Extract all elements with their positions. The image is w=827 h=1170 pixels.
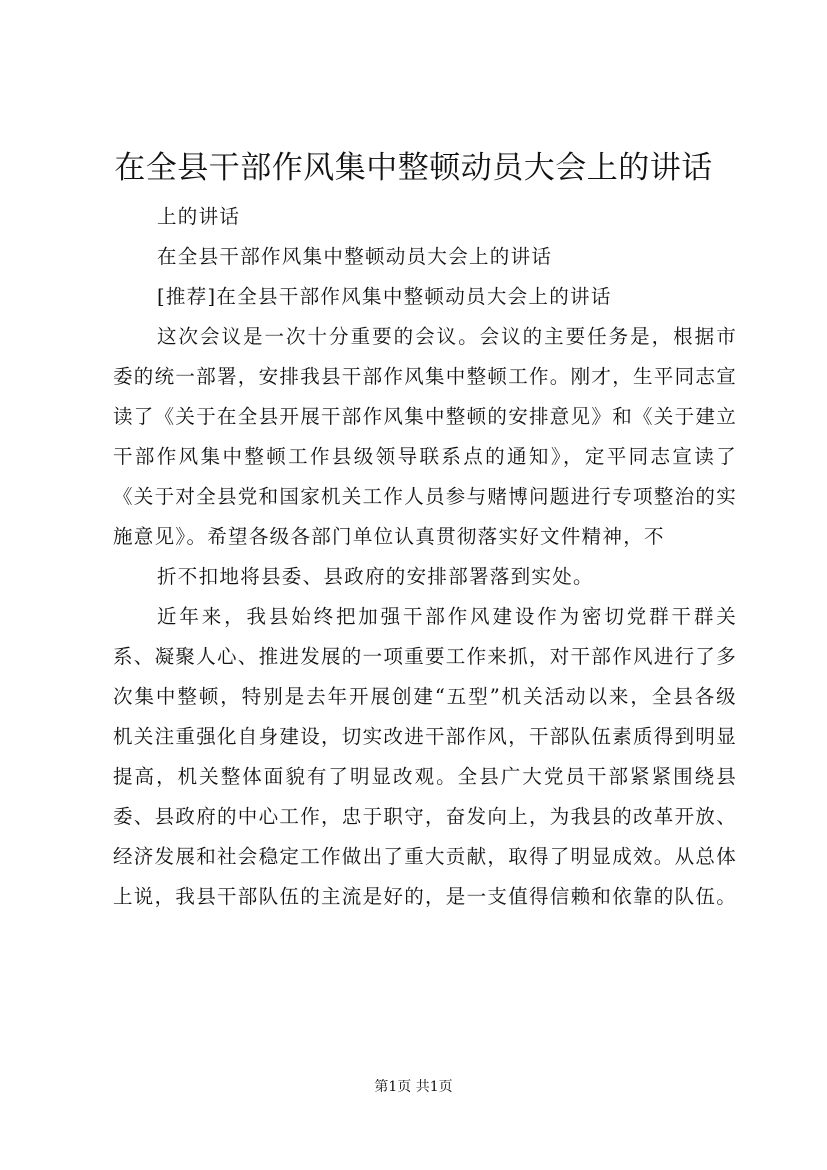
document-title: 在全县干部作风集中整顿动员大会上的讲话 [114, 150, 713, 186]
paragraph-recent-years: 近年来，我县始终把加强干部作风建设作为密切党群干群关系、凝聚人心、推进发展的一项重要工作来抓，对干部作风进行了多次集中整顿，特别是去年开展创建“五型”机关活动以来，全县各级机关注重强化自身建设，切实改进干部作风，干部队伍素质得到明显提高，机关整体面貌有了明显改观。全县广大党员干部紧紧围绕县委、县政府的中心工作，忠于职守，奋发向上，为我县的改革开放、经济发展和社会稳定工作做出了重大贡献，取得了明显成效。从总体上说，我县干部队伍的主流是好的，是一支值得信赖和依靠的队伍。 [113, 605, 738, 908]
paragraph-implementation: 折不扣地将县委、县政府的安排部署落到实处。 [157, 565, 594, 588]
document-body [113, 197, 737, 917]
paragraph-meeting-task: 这次会议是一次十分重要的会议。会议的主要任务是，根据市委的统一部署，安排我县干部作风集中整顿工作。刚才，生平同志宣读了《关于在全县开展干部作风集中整顿的安排意见》和《关于建立干部作风集中整顿工作县级领导联系点的通知》，定平同志宣读了《关于对全县党和国家机关工作人员参与赌博问题进行专项整治的实施意见》。希望各级各部门单位认真贯彻落实好文件精神，不 [113, 325, 738, 548]
paragraph-title-repeat: 在全县干部作风集中整顿动员大会上的讲话 [157, 245, 553, 268]
paragraph-subtitle-fragment: 上的讲话 [157, 205, 241, 228]
paragraph-recommended-title: [推荐]在全县干部作风集中整顿动员大会上的讲话 [157, 285, 612, 308]
page-footer: 第1页 共1页 [374, 1079, 453, 1095]
